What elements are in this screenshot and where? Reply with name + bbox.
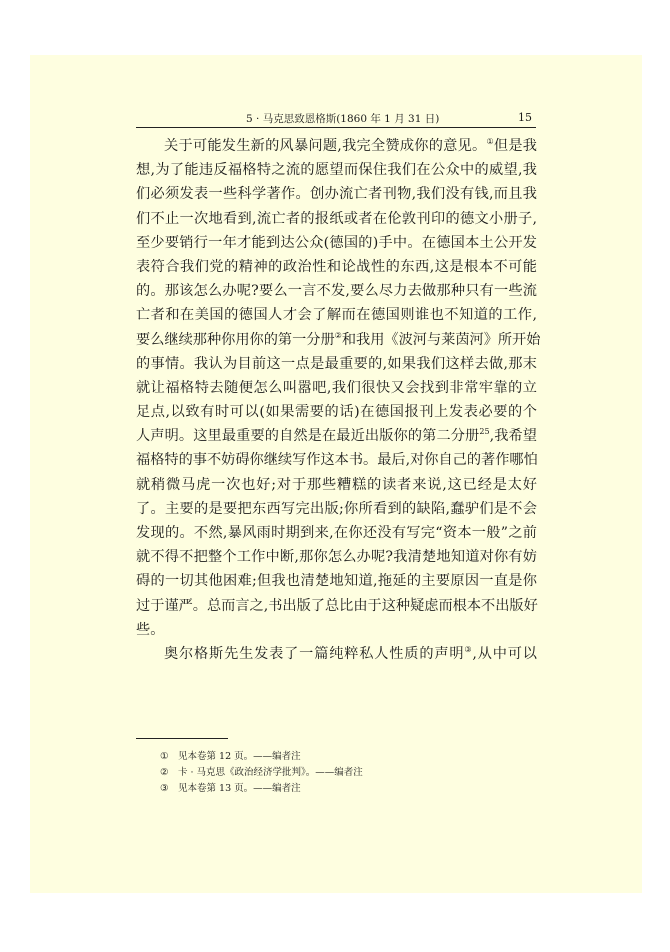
line-text-continued: ,从中可以 [472,645,537,662]
footnote [160,781,363,797]
text-line [136,642,537,666]
text-line [136,497,537,521]
line-text-continued: ,我希望 [489,428,537,445]
line-text: 关于可能发生新的风暴问题,我完全赞成你的意见。 [164,138,487,154]
line-text: 就稍微马虎一次也好;对于那些糟糕的读者来说,这已经是太好 [136,476,537,493]
line-text: 发现的。不然,暴风雨时期到来,在你还没有写完“资本一般”之前 [136,525,537,541]
footnote-text: 见本卷第 12 页。——编者注 [178,751,301,762]
text-line [136,594,537,618]
text-line [136,134,537,158]
line-text: 些。 [136,621,165,638]
line-text: 的。那该怎么办呢?要么一言不发,要么尽力去做那种只有一些流 [136,283,537,300]
line-text: 足点,以致有时可以(如果需要的话)在德国报刊上发表必要的个 [136,404,537,421]
footnote-mark: ② [160,767,169,778]
footnote [160,765,363,781]
text-line [136,352,537,376]
line-text: 就不得不把整个工作中断,那你怎么办呢?我清楚地知道对你有妨 [136,549,537,566]
note-reference: 25 [479,427,490,437]
text-line [136,182,537,206]
footnote-rule [136,738,228,739]
line-text: 碍的一切其他困难;但我也清楚地知道,拖延的主要原因一直是你 [136,573,537,590]
line-text: 了。主要的是要把东西写完出版;你所看到的缺陷,蠢驴们是不会 [136,500,537,517]
note-reference: ③ [464,644,473,654]
text-line [136,400,537,424]
line-text: 表符合我们党的精神的政治性和论战性的东西,这是根本不可能 [136,258,537,275]
running-title: 5 · 马克思致恩格斯(1860 年 1 月 31 日) [246,113,440,125]
line-text: 们必须发表一些科学著作。创办流亡者刊物,我们没有钱,而且我 [136,186,537,203]
line-text: 要么继续那种你用你的第一分册 [136,331,335,348]
line-text: 们不止一次地看到,流亡者的报纸或者在伦敦刊印的德文小册子, [136,210,537,227]
footnote-mark: ① [160,751,169,762]
footnote-text: 卡 · 马克思《政治经济学批判》。——编者注 [178,767,363,778]
text-line [136,545,537,569]
text-line [136,255,537,279]
line-text: 奥尔格斯先生发表了一篇纯粹私人性质的声明 [164,645,465,662]
note-reference: ② [334,330,342,340]
text-line [136,279,537,303]
running-header [106,108,536,128]
text-line [136,207,537,231]
line-text: 过于谨严。总而言之,书出版了总比由于这种疑虑而根本不出版好 [136,597,538,614]
footnote-text: 见本卷第 13 页。——编者注 [178,783,301,794]
header-rule [136,127,536,128]
line-text: 的事情。我认为目前这一点是最重要的,如果我们这样去做,那末 [136,355,537,372]
text-line [136,328,541,352]
text-line [136,231,537,255]
footnote [160,749,363,765]
line-text-continued: 但是我 [493,138,537,154]
line-text: 至少要销行一年才能到达公众(德国的)手中。在德国本土公开发 [136,234,537,251]
line-text: 人声明。这里最重要的自然是在最近出版你的第二分册 [136,428,480,445]
line-text-continued: 和我用《波河与莱茵河》所开始 [341,331,541,348]
text-line [136,448,537,472]
line-text: 亡者和在美国的德国人才会了解而在德国则谁也不知道的工作, [136,307,537,324]
text-line [136,473,537,497]
text-line [136,424,537,448]
text-line [136,569,537,593]
line-text: 想,为了能违反福格特之流的愿望而保住我们在公众中的威望,我 [136,162,537,179]
line-text: 福格特的事不妨碍你继续写作这本书。最后,对你自己的著作哪怕 [136,452,538,469]
line-text: 就让福格特去随便怎么叫嚣吧,我们很快又会找到非常牢靠的立 [136,379,537,396]
note-reference: ① [486,137,494,146]
text-line [136,376,537,400]
page-number: 15 [518,111,532,124]
footnotes [160,749,363,797]
footnote-mark: ③ [160,783,169,794]
text-line [136,158,537,182]
text-line [136,618,537,642]
text-line [136,303,537,327]
text-line [136,521,537,545]
letter-body [136,134,541,666]
